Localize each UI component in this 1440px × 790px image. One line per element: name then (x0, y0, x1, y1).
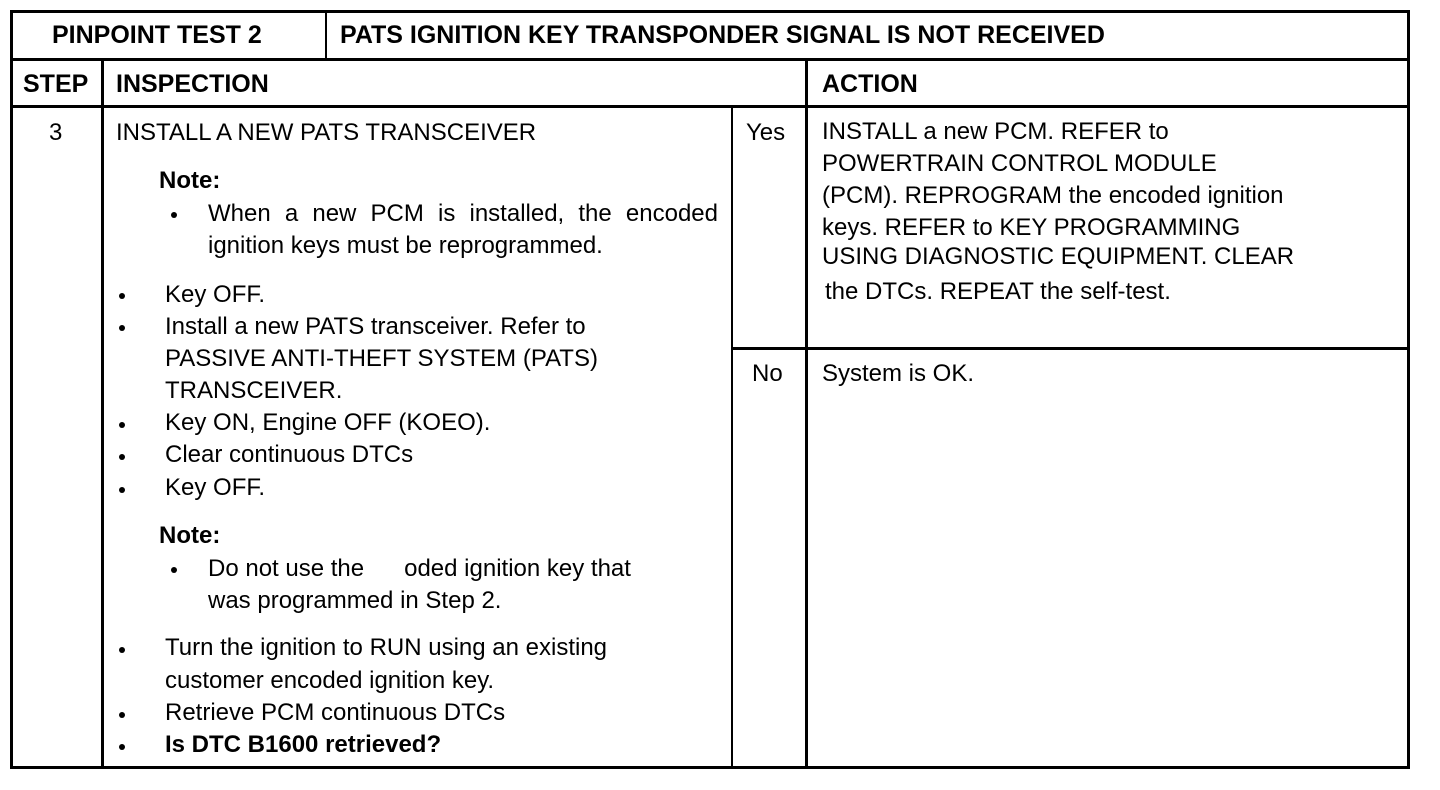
inspection-title: INSTALL A NEW PATS TRANSCEIVER (116, 119, 537, 146)
step-column-divider (101, 60, 104, 768)
question-bullet (119, 744, 125, 750)
pinpoint-test-title: PATS IGNITION KEY TRANSPONDER SIGNAL IS NOT RECEIVED (340, 21, 1105, 49)
step-item-1: Key OFF. (165, 281, 266, 308)
step-bullet-5 (119, 487, 125, 493)
step-number: 3 (49, 119, 63, 146)
yes-action-line-2: POWERTRAIN CONTROL MODULE (822, 150, 1217, 177)
step-column-header: STEP (23, 70, 89, 98)
step-item-6: Turn the ignition to RUN using an existing (165, 634, 608, 661)
note-1-label: Note: (159, 167, 221, 194)
step-item-2-cont-1: PASSIVE ANTI-THEFT SYSTEM (PATS) (165, 345, 598, 372)
step-item-7: Retrieve PCM continuous DTCs (165, 699, 506, 726)
step-item-2-cont-2: TRANSCEIVER. (165, 377, 343, 404)
table-border-bottom (10, 766, 1410, 769)
yes-label: Yes (746, 119, 786, 146)
step-bullet-2 (119, 325, 125, 331)
column-header-divider (10, 105, 1410, 108)
table-border-left (10, 10, 13, 769)
action-column-header: ACTION (822, 70, 918, 98)
note-2-label: Note: (159, 522, 221, 549)
inspection-column-header: INSPECTION (116, 70, 269, 98)
step-item-6-cont: customer encoded ignition key. (165, 667, 495, 694)
step-bullet-1 (119, 293, 125, 299)
title-cell-divider (325, 10, 327, 60)
no-action-text: System is OK. (822, 360, 975, 387)
step-item-4: Clear continuous DTCs (165, 441, 414, 468)
note-2-line-1: Do not use the oded ignition key that (208, 555, 631, 582)
table-border-top (10, 10, 1410, 13)
table-border-right (1407, 10, 1410, 769)
yes-action-line-3: (PCM). REPROGRAM the encoded ignition (822, 182, 1284, 209)
step-bullet-6 (119, 647, 125, 653)
note-2-bullet (171, 567, 177, 573)
step-item-2: Install a new PATS transceiver. Refer to (165, 313, 586, 340)
note-2-line-2: was programmed in Step 2. (208, 587, 502, 614)
yes-action-line-5: USING DIAGNOSTIC EQUIPMENT. CLEAR (822, 243, 1295, 270)
yes-action-line-4: keys. REFER to KEY PROGRAMMING (822, 214, 1241, 241)
step-item-5: Key OFF. (165, 474, 266, 501)
step-bullet-3 (119, 422, 125, 428)
no-label: No (752, 360, 783, 387)
yes-no-column-left-divider (731, 107, 733, 768)
yes-action-line-6: the DTCs. REPEAT the self-test. (825, 278, 1171, 305)
note-1-line-1: When a new PCM is installed, the encoded (208, 200, 718, 227)
note-1-line-2: ignition keys must be reprogrammed. (208, 232, 603, 259)
note-1-bullet (171, 212, 177, 218)
header-row-divider (10, 58, 1410, 61)
pinpoint-test-label: PINPOINT TEST 2 (52, 21, 262, 49)
step-item-3: Key ON, Engine OFF (KOEO). (165, 409, 491, 436)
yes-action-line-1: INSTALL a new PCM. REFER to (822, 118, 1169, 145)
yes-no-row-divider (731, 347, 1410, 350)
action-column-divider (805, 60, 808, 768)
step-bullet-4 (119, 454, 125, 460)
test-question: Is DTC B1600 retrieved? (165, 731, 442, 758)
step-bullet-7 (119, 712, 125, 718)
